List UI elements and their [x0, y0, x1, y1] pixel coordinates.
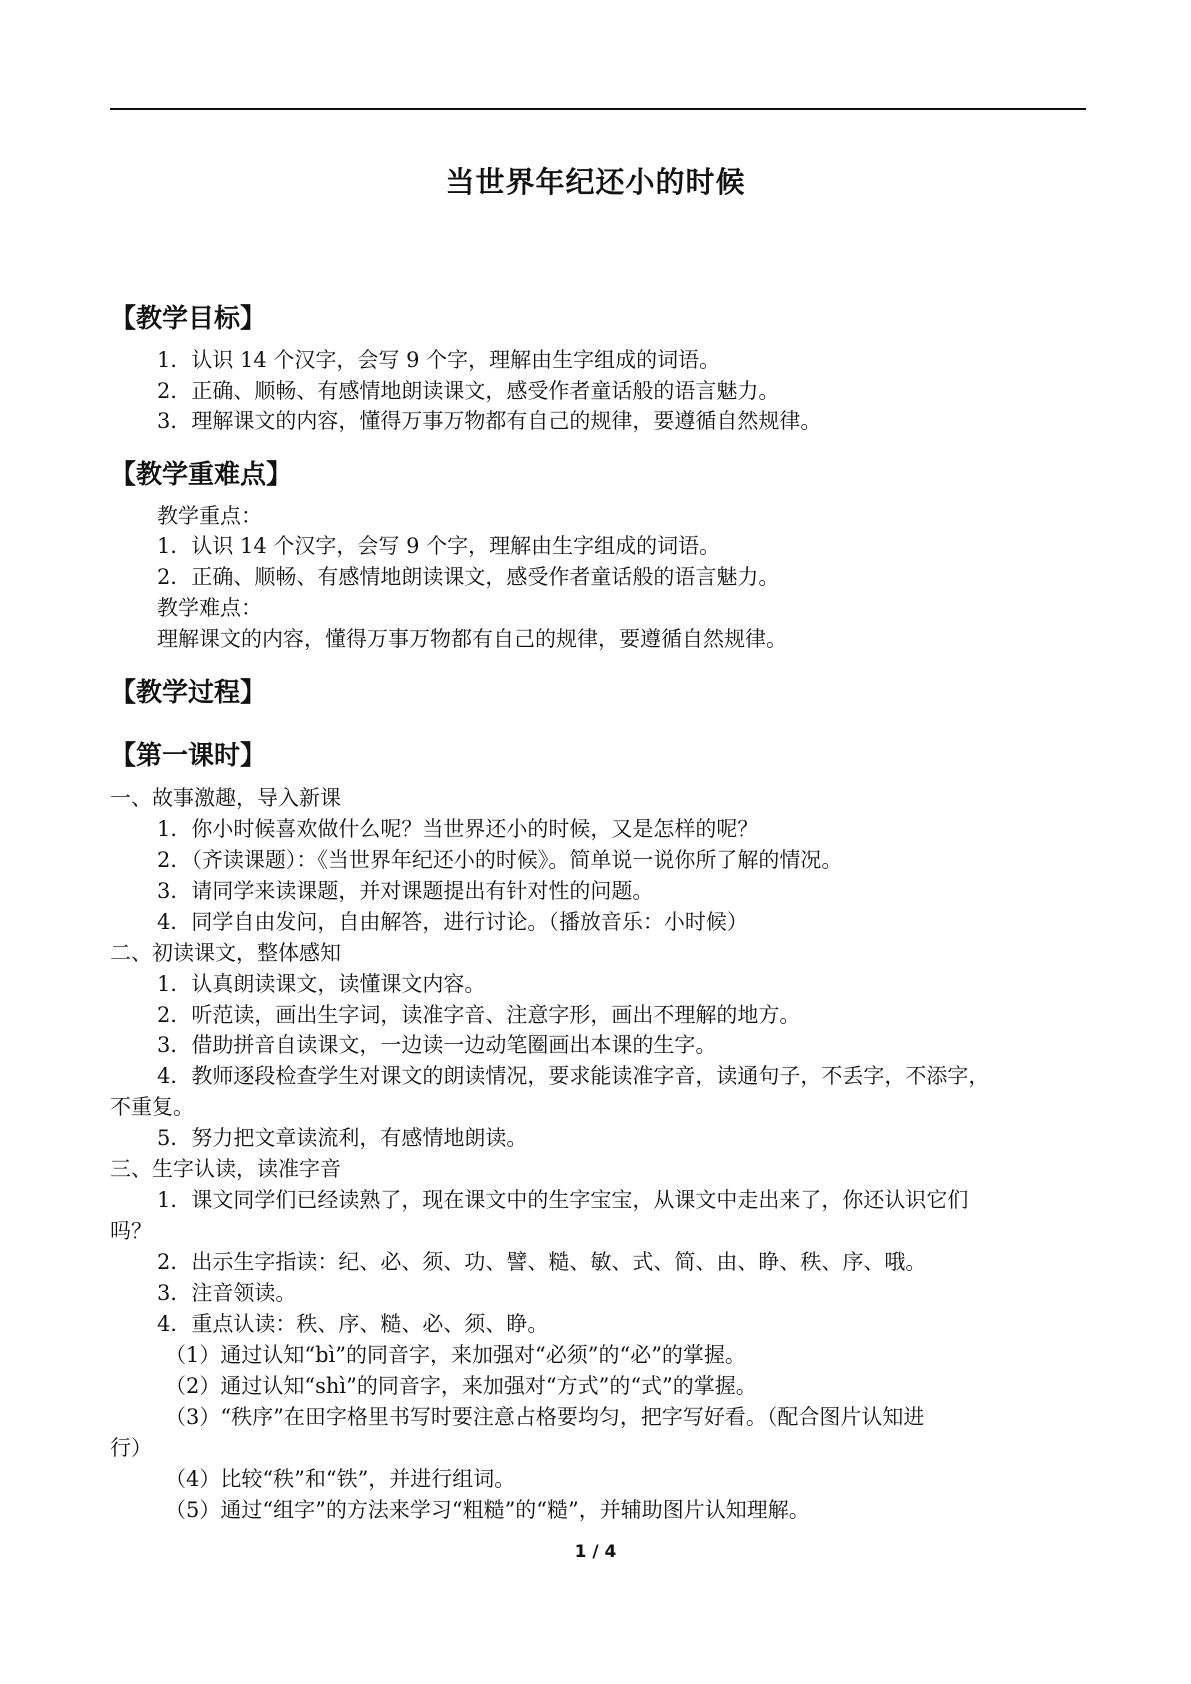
key-item-2: 2．正确、顺畅、有感情地朗读课文，感受作者童话般的语言魅力。: [157, 565, 780, 589]
part3-item-1-cont: 吗？: [110, 1219, 152, 1243]
part1-item-1: 1．你小时候喜欢做什么呢？当世界还小的时候，又是怎样的呢？: [157, 817, 759, 841]
part3-item-3: 3．注音领读。: [157, 1281, 297, 1305]
part3-sub-item-3-cont: 行）: [110, 1436, 152, 1460]
difficult-label: 教学难点：: [157, 596, 262, 620]
part2-item-1: 1．认真朗读课文，读懂课文内容。: [157, 972, 486, 996]
part3-sub-item-4: （4）比较“秩”和“铁”，并进行组词。: [165, 1467, 516, 1491]
part3-item-2: 2．出示生字指读：纪、必、须、功、譬、糙、敏、式、简、由、睁、秩、序、哦。: [157, 1250, 927, 1274]
objective-item-2: 2．正确、顺畅、有感情地朗读课文，感受作者童话般的语言魅力。: [157, 379, 780, 403]
part2-title: 二、初读课文，整体感知: [110, 941, 341, 965]
part2-item-4: 4．教师逐段检查学生对课文的朗读情况，要求能读准字音，读通句子，不丢字，不添字，: [157, 1064, 990, 1088]
key-label: 教学重点：: [157, 504, 262, 528]
part1-item-3: 3．请同学来读课题，并对课题提出有针对性的问题。: [157, 879, 654, 903]
part3-item-1: 1．课文同学们已经读熟了，现在课文中的生字宝宝，从课文中走出来了，你还认识它们: [157, 1188, 969, 1212]
page-number: 1 / 4: [574, 1542, 617, 1562]
objective-item-1: 1．认识 14 个汉字，会写 9 个字，理解由生字组成的词语。: [157, 348, 721, 372]
part3-sub-item-2: （2）通过认知“shì”的同音字，来加强对“方式”的“式”的掌握。: [165, 1374, 757, 1398]
part3-title: 三、生字认读，读准字音: [110, 1157, 341, 1181]
part2-item-2: 2．听范读，画出生字词，读准字音、注意字形，画出不理解的地方。: [157, 1003, 801, 1027]
part3-item-4: 4．重点认读：秩、序、糙、必、须、睁。: [157, 1312, 549, 1336]
part2-item-5: 5．努力把文章读流利，有感情地朗读。: [157, 1126, 528, 1150]
objective-item-3: 3．理解课文的内容，懂得万事万物都有自己的规律，要遵循自然规律。: [157, 409, 822, 433]
part3-sub-item-3: （3）“秩序”在田字格里书写时要注意占格要均匀，把字写好看。（配合图片认知进: [165, 1405, 925, 1429]
part1-item-4: 4．同学自由发问，自由解答，进行讨论。（播放音乐：小时候）: [157, 910, 748, 934]
part1-title: 一、故事激趣，导入新课: [110, 786, 341, 810]
difficult-text: 理解课文的内容，懂得万事万物都有自己的规律，要遵循自然规律。: [157, 627, 787, 651]
part1-item-2: 2．（齐读课题）：《当世界年纪还小的时候》。简单说一说你所了解的情况。: [157, 848, 843, 872]
part2-item-4-cont: 不重复。: [110, 1095, 194, 1119]
key-item-1: 1．认识 14 个汉字，会写 9 个字，理解由生字组成的词语。: [157, 534, 721, 558]
part3-sub-item-1: （1）通过认知“bì”的同音字，来加强对“必须”的“必”的掌握。: [165, 1343, 746, 1367]
header-rule: [110, 108, 1086, 110]
heading-lesson1: 【第一课时】: [110, 741, 267, 771]
heading-objectives: 【教学目标】: [110, 304, 267, 334]
part2-item-3: 3．借助拼音自读课文，一边读一边动笔圈画出本课的生字。: [157, 1033, 717, 1057]
heading-key-points: 【教学重难点】: [110, 460, 293, 490]
page-title: 当世界年纪还小的时候: [445, 165, 746, 199]
heading-process: 【教学过程】: [110, 678, 267, 708]
part3-sub-item-5: （5）通过“组字”的方法来学习“粗糙”的“糙”，并辅助图片认知理解。: [165, 1498, 810, 1522]
